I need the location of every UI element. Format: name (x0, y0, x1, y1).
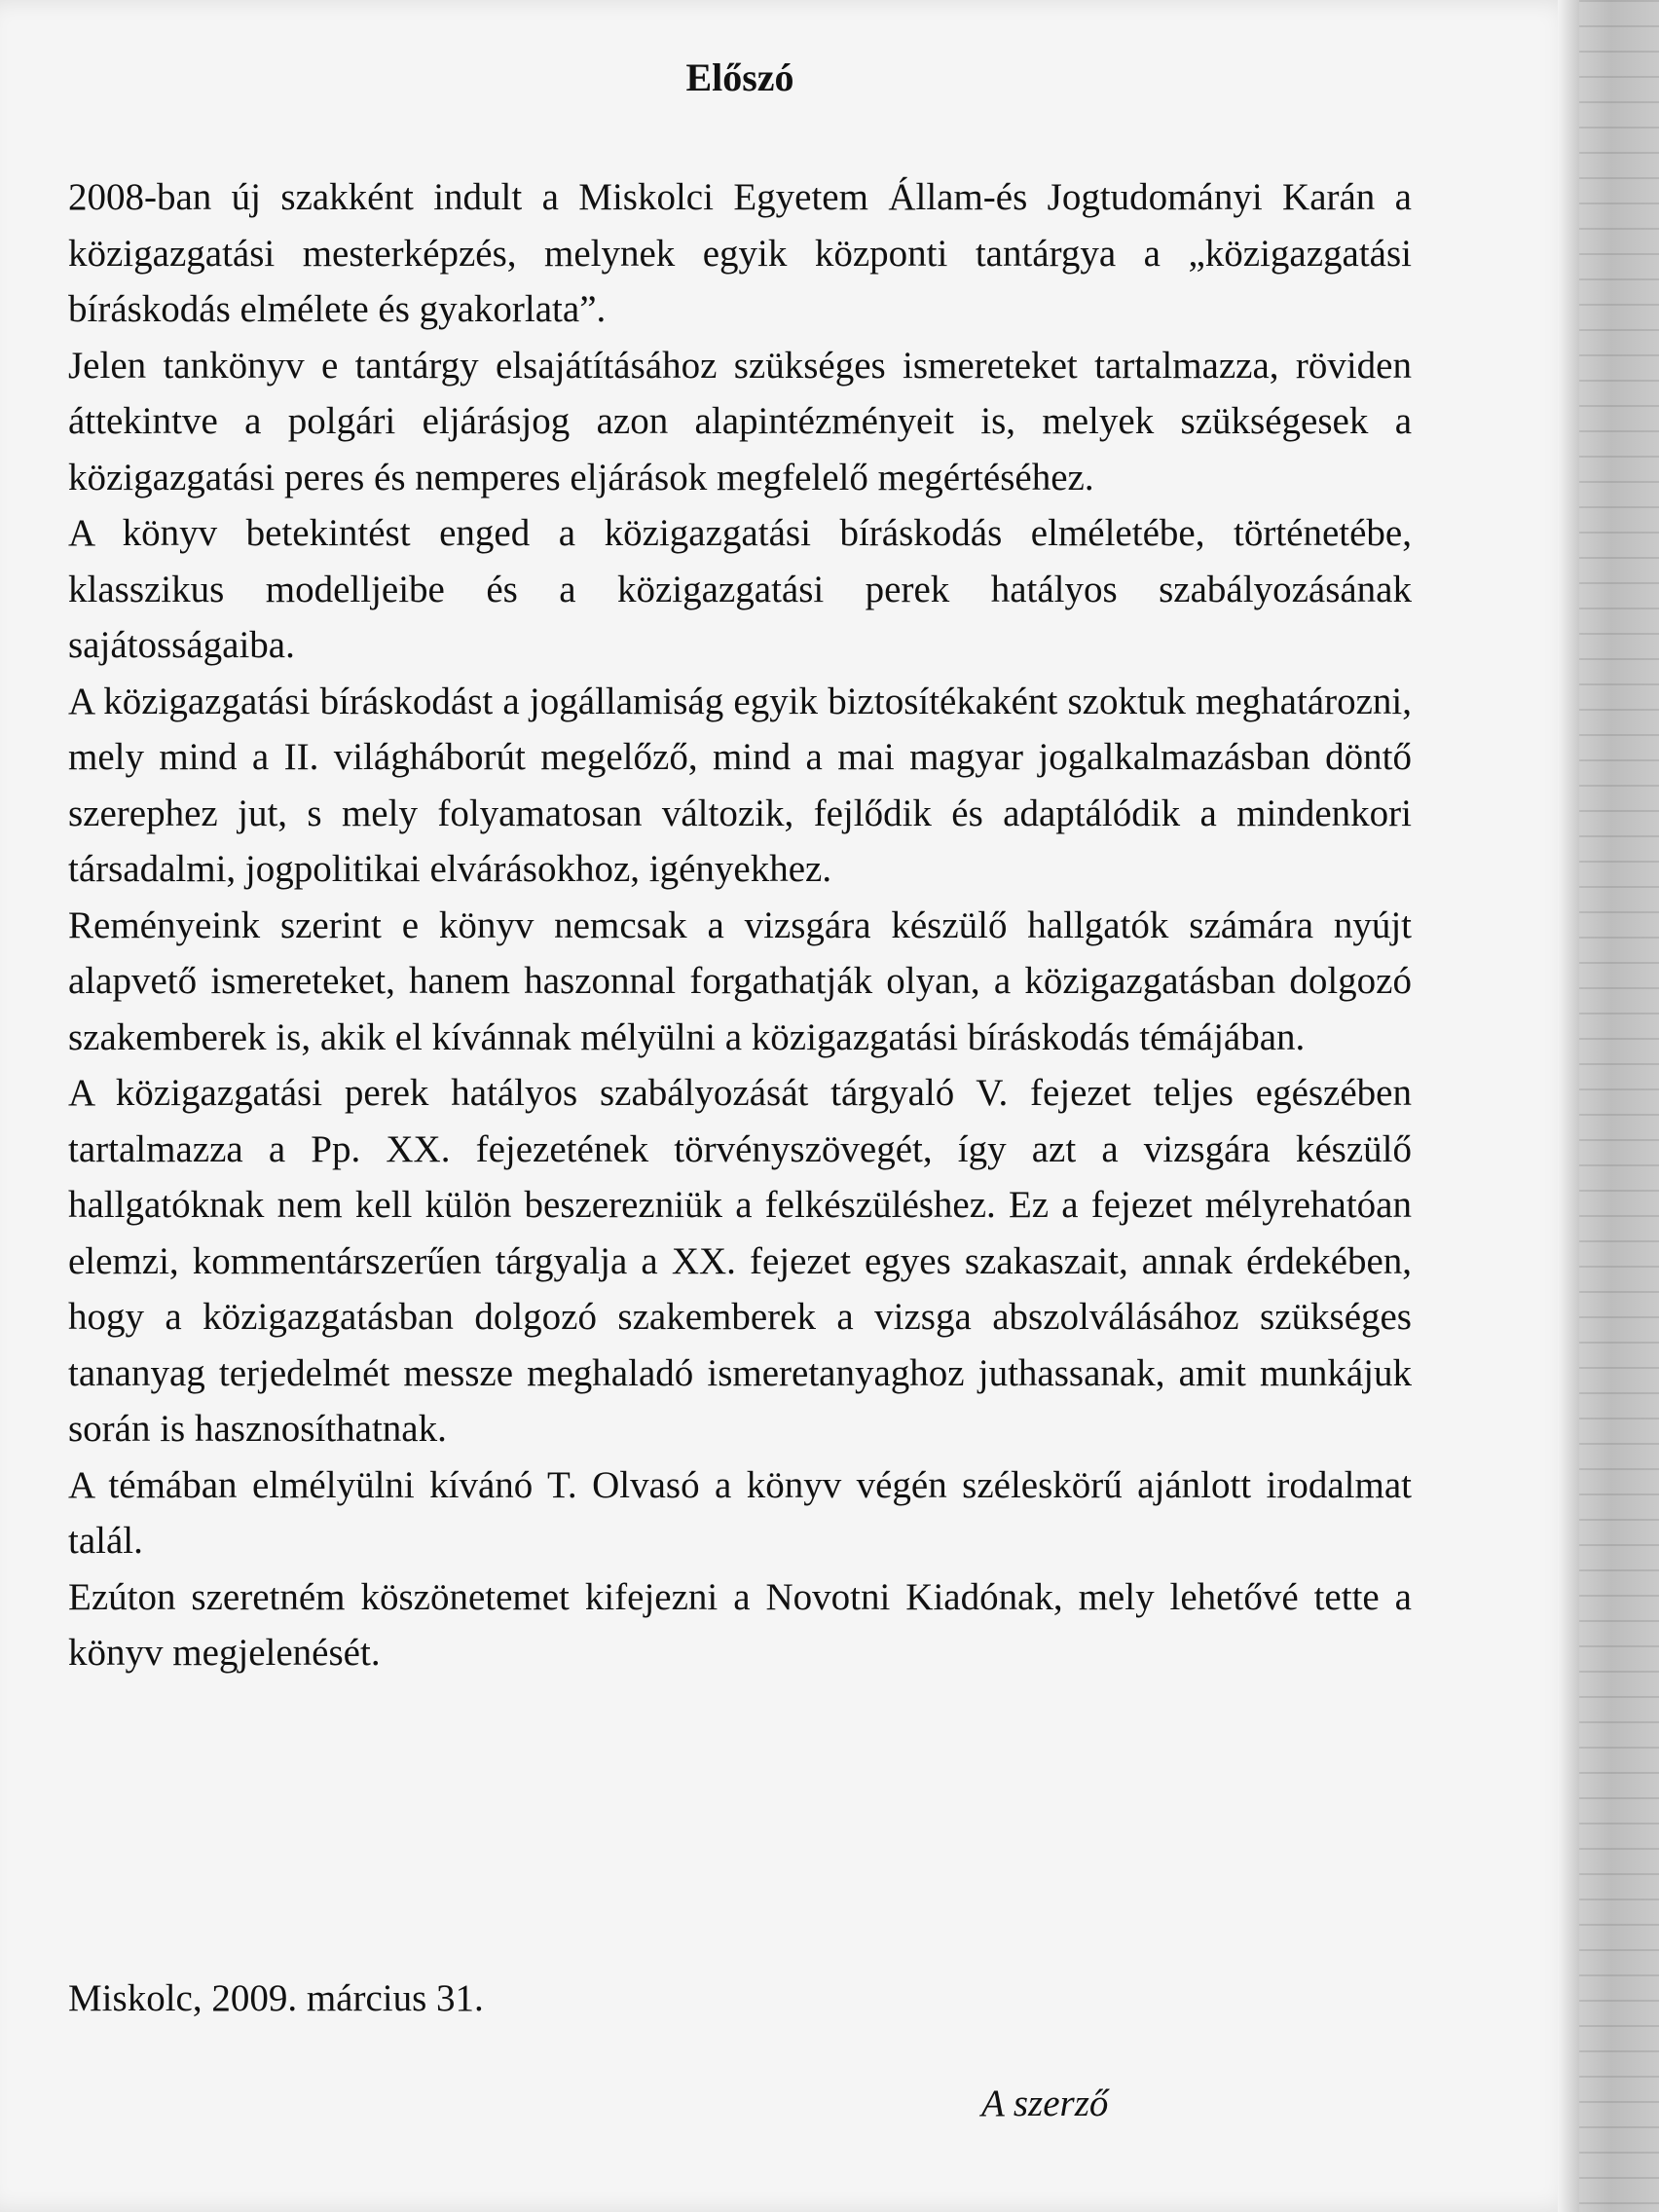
paragraph: Ezúton szeretném köszönetemet kifejezni a Novotni Kiadónak, mely lehetővé tette a könyv megjelenését. (68, 1575, 1412, 1674)
paragraph: A könyv betekintést enged a közigazgatási bíráskodás elméletébe, történetébe, klasszikus modelljeibe és a közigazgatási perek hatályos szabályozásának sajátosságaiba. (68, 512, 1412, 666)
paragraph: Jelen tankönyv e tantárgy elsajátításához szükséges ismereteket tartalmazza, röviden áttekintve a polgári eljárásjog azon alapintézményeit is, melyek szükségesek a közigazgatási peres és nemperes eljárások megfelelő megértéséhez. (68, 344, 1412, 498)
background-page-strip (1579, 0, 1659, 2212)
paragraph: A közigazgatási bíráskodást a jogállamiság egyik biztosítékaként szoktuk meghatározni, mely mind a II. világháborút megelőző, mind a mai magyar jogalkalmazásban döntő szerephez jut, s mely folyamatosan változik, fejlődik és adaptálódik a mindenkori társadalmi, jogpolitikai elvárásokhoz, igényekhez. (68, 680, 1412, 890)
paragraph: A közigazgatási perek hatályos szabályozását tárgyaló V. fejezet teljes egészében tartalmazza a Pp. XX. fejezetének törvényszövegét, így azt a vizsgára készülő hallgatóknak nem kell külön beszerezniük a felkészüléshez. Ez a fejezet mélyrehatóan elemzi, kommentárszerűen tárgyalja a XX. fejezet egyes szakaszait, annak érdekében, hogy a közigazgatásban dolgozó szakemberek a vizsga abszolválásához szükséges tananyag terjedelmét messze meghaladó ismeretanyaghoz juthassanak, amit munkájuk során is hasznosíthatnak. (68, 1072, 1412, 1450)
page-title: Előszó (685, 55, 794, 99)
paragraph: 2008-ban új szakként indult a Miskolci Egyetem Állam-és Jogtudományi Karán a közigazgatási mesterképzés, melynek egyik központi tantárgya a „közigazgatási bíráskodás elmélete és gyakorlata”. (68, 176, 1412, 330)
date-line: Miskolc, 2009. március 31. (68, 1977, 484, 2019)
paragraph: Reményeink szerint e könyv nemcsak a vizsgára készülő hallgatók számára nyújt alapvető ismereteket, hanem haszonnal forgathatják olyan, a közigazgatásban dolgozó szakemberek is, akik el kívánnak mélyülni a közigazgatási bíráskodás témájában. (68, 903, 1412, 1058)
author-signature: A szerző (981, 2083, 1109, 2124)
page-edge-shadow (1558, 0, 1579, 2212)
paragraph: A témában elmélyülni kívánó T. Olvasó a könyv végén széleskörű ajánlott irodalmat talál. (68, 1463, 1412, 1562)
preface-content (68, 55, 1412, 1681)
